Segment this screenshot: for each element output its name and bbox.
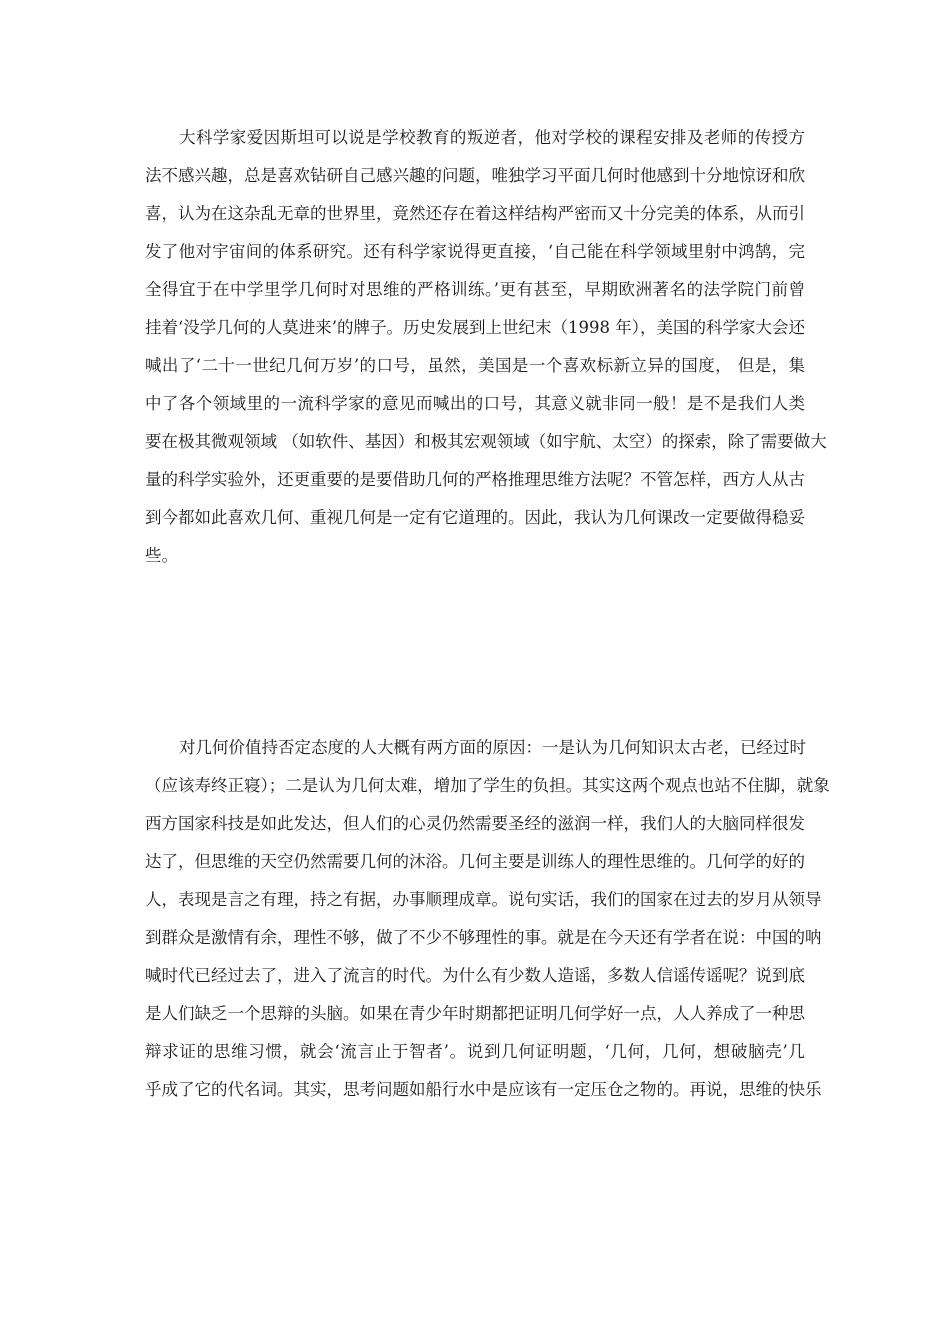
paragraph-line: 人，表现是言之有理，持之有据，办事顺理成章。说句实话，我们的国家在过去的岁月从领导 (145, 890, 822, 909)
paragraph-line: 到今都如此喜欢几何、重视几何是一定有它道理的。因此，我认为几何课改一定要做得稳妥 (145, 508, 805, 527)
paragraph-2 (145, 729, 830, 1109)
paragraph-1 (145, 119, 827, 575)
paragraph-line: 喊时代已经过去了，进入了流言的时代。为什么有少数人造谣，多数人信谣传谣呢？说到底 (145, 966, 805, 985)
paragraph-line: 法不感兴趣，总是喜欢钻研自己感兴趣的问题，唯独学习平面几何时他感到十分地惊讶和欣 (145, 166, 805, 185)
paragraph-line: 全得宜于在中学里学几何时对思维的严格训练。’更有甚至，早期欧洲著名的法学院门前曾 (145, 280, 805, 299)
paragraph-line: 是人们缺乏一个思辩的头脑。如果在青少年时期都把证明几何学好一点，人人养成了一种思 (145, 1004, 805, 1023)
paragraph-line: 西方国家科技是如此发达，但人们的心灵仍然需要圣经的滋润一样，我们人的大脑同样很发 (145, 814, 805, 833)
paragraph-line: 乎成了它的代名词。其实，思考问题如船行水中是应该有一定压仓之物的。再说，思维的快乐 (145, 1080, 822, 1099)
paragraph-line: 发了他对宇宙间的体系研究。还有科学家说得更直接，‘自己能在科学领域里射中鸿鹄，完 (145, 242, 805, 261)
paragraph-line: 中了各个领域里的一流科学家的意见而喊出的口号，其意义就非同一般！是不是我们人类 (145, 394, 805, 413)
paragraph-line: 喜，认为在这杂乱无章的世界里，竟然还存在着这样结构严密而又十分完美的体系，从而引 (145, 204, 805, 223)
paragraph-line: 些。 (145, 546, 178, 565)
paragraph-line: 达了，但思维的天空仍然需要几何的沐浴。几何主要是训练人的理性思维的。几何学的好的 (145, 852, 805, 871)
paragraph-line: 辩求证的思维习惯，就会‘流言止于智者’。说到几何证明题，‘几何，几何，想破脑壳’几 (145, 1042, 805, 1061)
paragraph-line: 到群众是激情有余，理性不够，做了不少不够理性的事。就是在今天还有学者在说：中国的呐 (145, 928, 822, 947)
paragraph-line: 量的科学实验外，还更重要的是要借助几何的严格推理思维方法呢？不管怎样，西方人从古 (145, 470, 805, 489)
paragraph-line: 要在极其微观领域 （如软件、基因）和极其宏观领域（如宇航、太空）的探索，除了需要做大 (145, 432, 827, 451)
paragraph-line: 对几何价值持否定态度的人大概有两方面的原因：一是认为几何知识太古老，已经过时 (179, 738, 806, 757)
paragraph-line: 大科学家爱因斯坦可以说是学校教育的叛逆者，他对学校的课程安排及老师的传授方 (179, 128, 805, 147)
paragraph-line: （应该寿终正寝）；二是认为几何太难，增加了学生的负担。其实这两个观点也站不住脚，就象 (145, 776, 830, 795)
paragraph-line: 挂着‘没学几何的人莫进来’的牌子。历史发展到上世纪末（1998 年），美国的科学家大会还 (145, 318, 805, 337)
paragraph-line: 喊出了‘二十一世纪几何万岁’的口号，虽然，美国是一个喜欢标新立异的国度， 但是，集 (145, 356, 805, 375)
